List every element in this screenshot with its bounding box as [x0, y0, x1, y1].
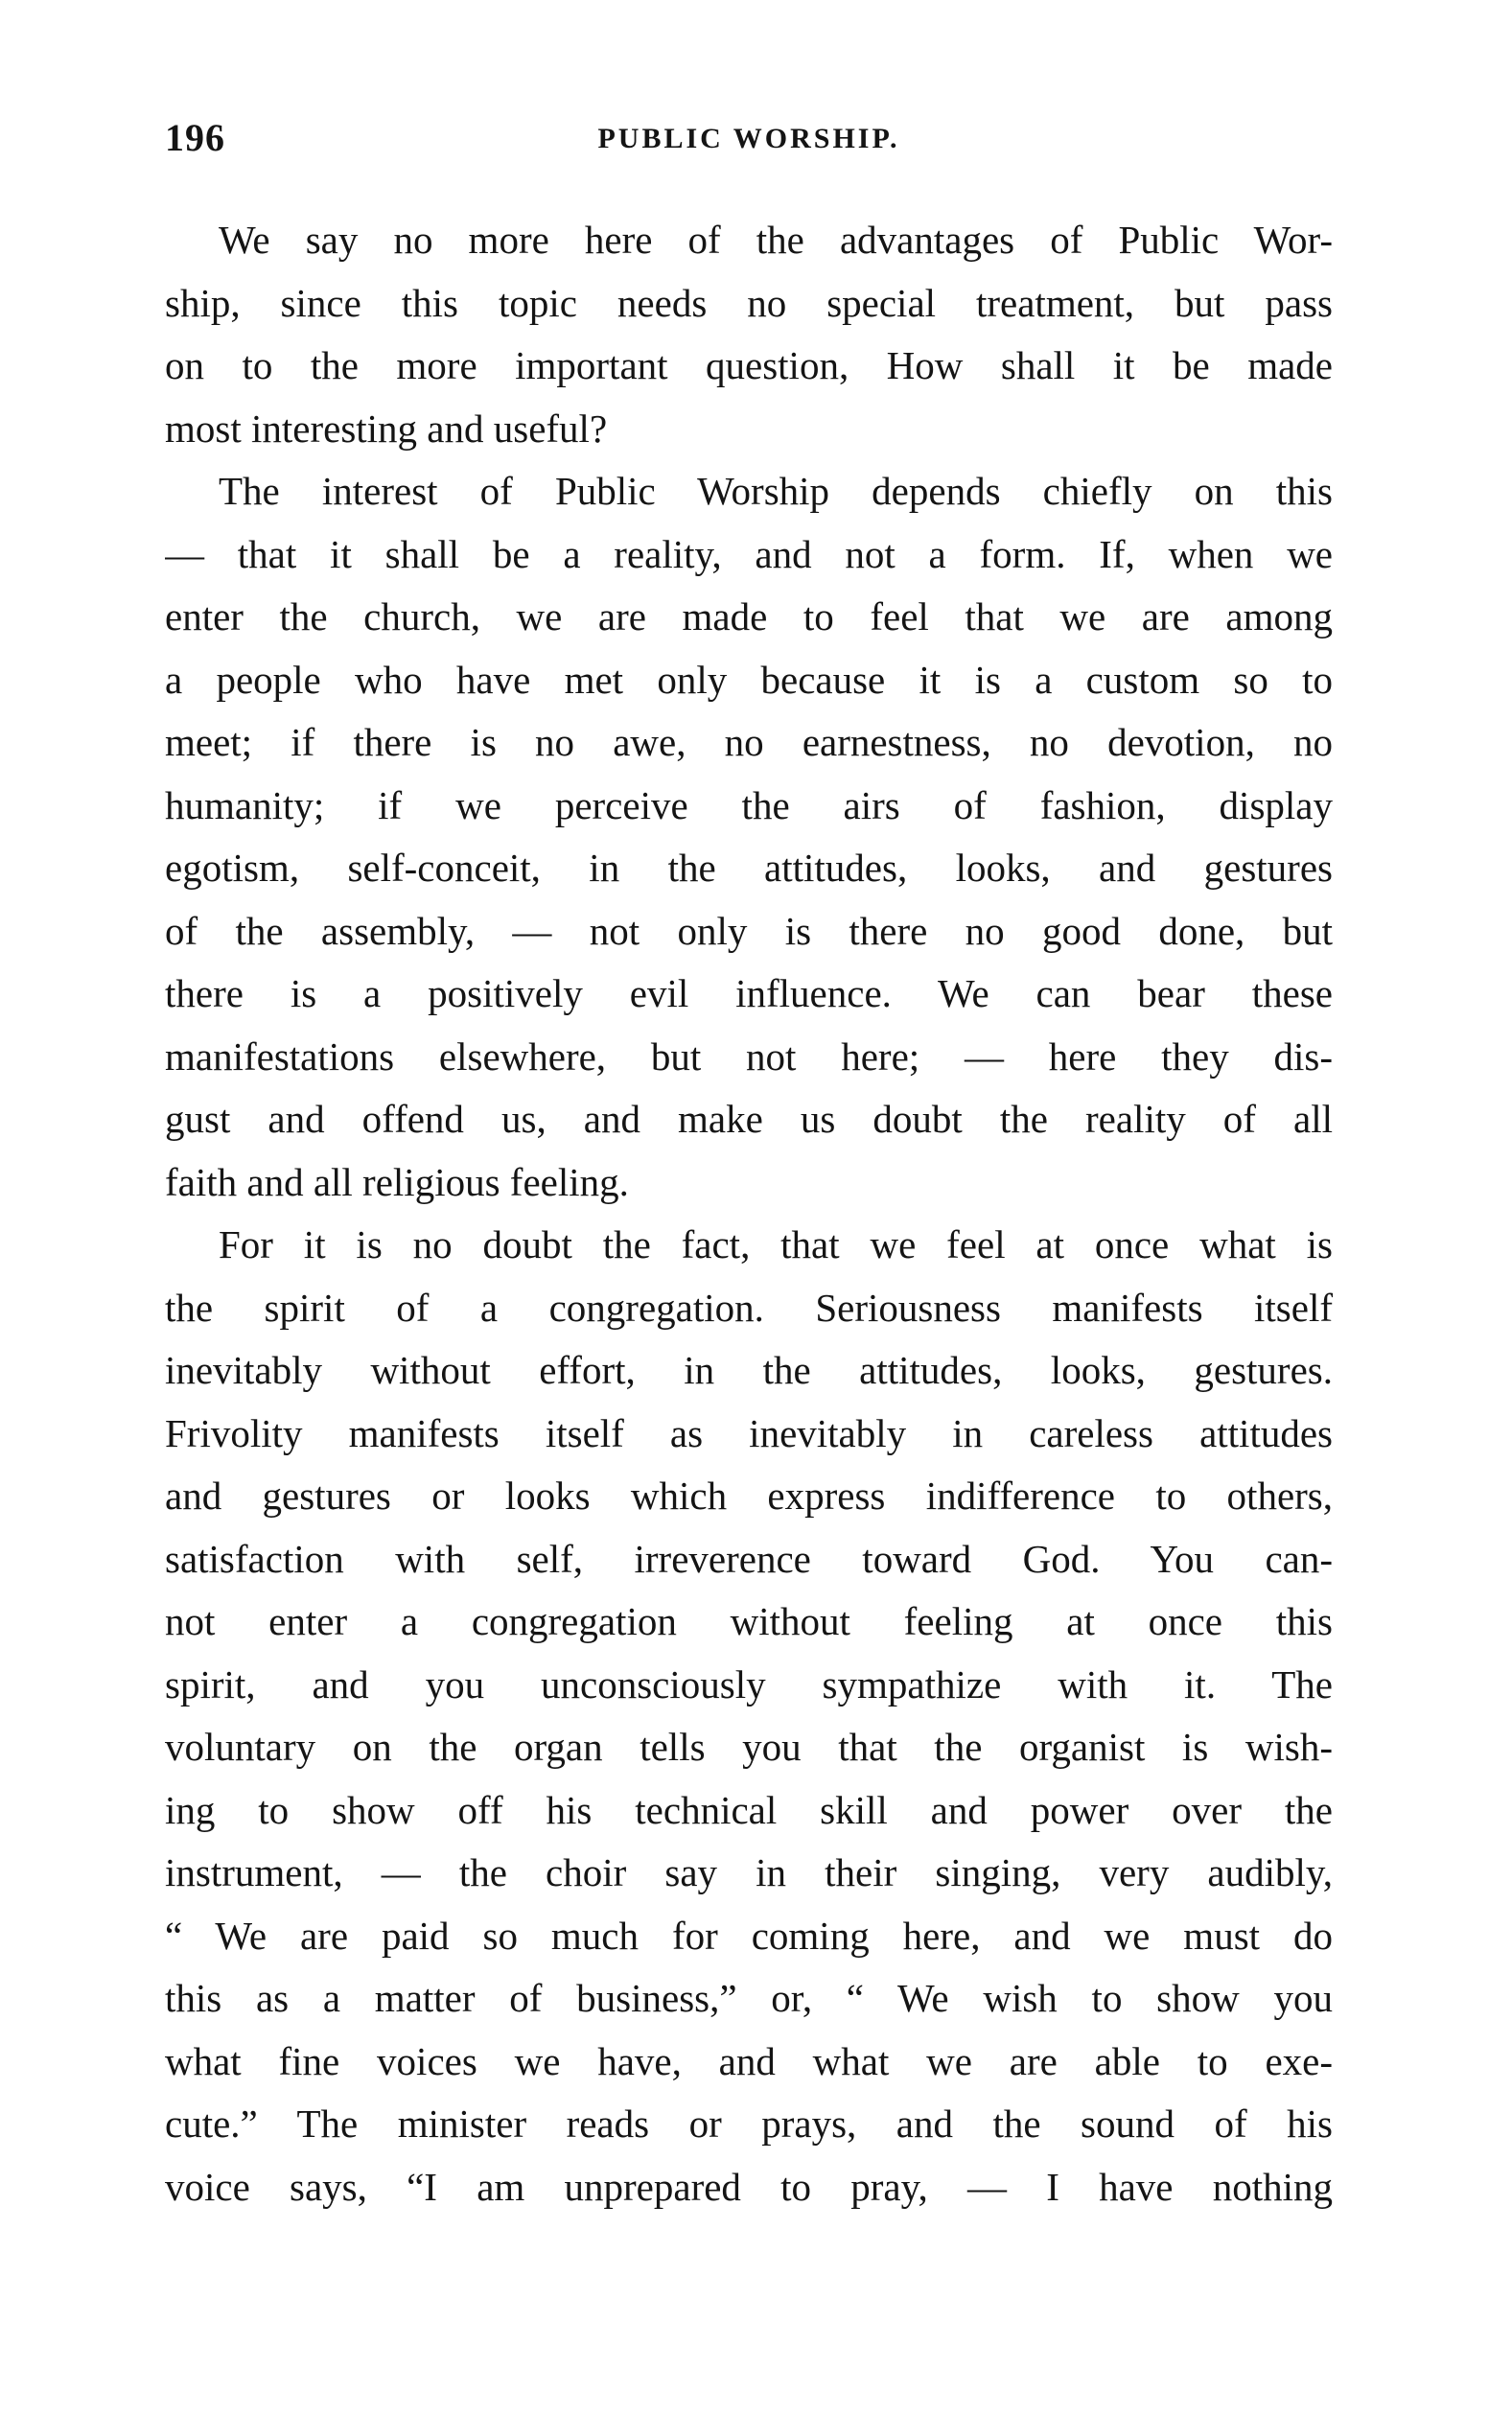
text-line: ing to show off his technical skill and power over the [165, 1787, 1333, 1832]
text-line: of the assembly, — not only is there no good done, but [165, 908, 1333, 953]
text-line: For it is no doubt the fact, that we feel at once what is [219, 1222, 1333, 1266]
text-line: Frivolity manifests itself as inevitably in careless attitudes [165, 1410, 1333, 1455]
text-line: satisfaction with self, irreverence toward God. You can- [165, 1536, 1333, 1581]
text-line: not enter a congregation without feeling at once this [165, 1599, 1333, 1643]
text-line: faith and all religious feeling. [165, 1159, 629, 1204]
text-line: manifestations elsewhere, but not here; — here they dis- [165, 1033, 1333, 1079]
text-line: and gestures or looks which express indifference to others, [165, 1474, 1333, 1518]
text-line: inevitably without effort, in the attitudes, looks, gestures. [165, 1348, 1333, 1392]
text-line: enter the church, we are made to feel that we are among [165, 594, 1333, 639]
text-line: a people who have met only because it is a custom so to [165, 657, 1333, 702]
text-line: We say no more here of the advantages of Public Wor- [219, 218, 1333, 262]
text-line: ship, since this topic needs no special treatment, but pass [165, 280, 1333, 325]
text-line: egotism, self-conceit, in the attitudes, looks, and gestures [165, 846, 1333, 890]
text-line: gust and offend us, and make us doubt the reality of all [165, 1097, 1333, 1141]
text-line: meet; if there is no awe, no earnestness, no devotion, no [165, 720, 1333, 764]
text-line: voluntary on the organ tells you that the organist is wish- [165, 1725, 1333, 1769]
text-line: there is a positively evil influence. We can bear these [165, 971, 1333, 1015]
text-line: what fine voices we have, and what we are able to exe- [165, 2038, 1333, 2083]
running-title: PUBLIC WORSHIP. [597, 123, 900, 154]
text-line: The interest of Public Worship depends chiefly on this [219, 469, 1333, 513]
text-line: on to the more important question, How shall it be made [165, 343, 1333, 387]
text-line: instrument, — the choir say in their singing, very audibly, [165, 1850, 1333, 1894]
text-line: this as a matter of business,” or, “ We wish to show you [165, 1976, 1333, 2020]
body-text [165, 209, 1333, 2218]
text-line: the spirit of a congregation. Seriousness manifests itself [165, 1285, 1333, 1330]
text-line: — that it shall be a reality, and not a form. If, when we [165, 531, 1333, 576]
text-line: humanity; if we perceive the airs of fashion, display [165, 782, 1333, 827]
page-number: 196 [165, 116, 225, 159]
text-line: spirit, and you unconsciously sympathize with it. The [165, 1661, 1333, 1707]
text-line: cute.” The minister reads or prays, and the sound of his [165, 2102, 1333, 2146]
text-line: “ We are paid so much for coming here, and we must do [165, 1913, 1333, 1958]
text-line: most interesting and useful? [165, 406, 608, 451]
page-header [165, 115, 1333, 173]
text-line: voice says, “I am unprepared to pray, — I have nothing [165, 2164, 1333, 2209]
